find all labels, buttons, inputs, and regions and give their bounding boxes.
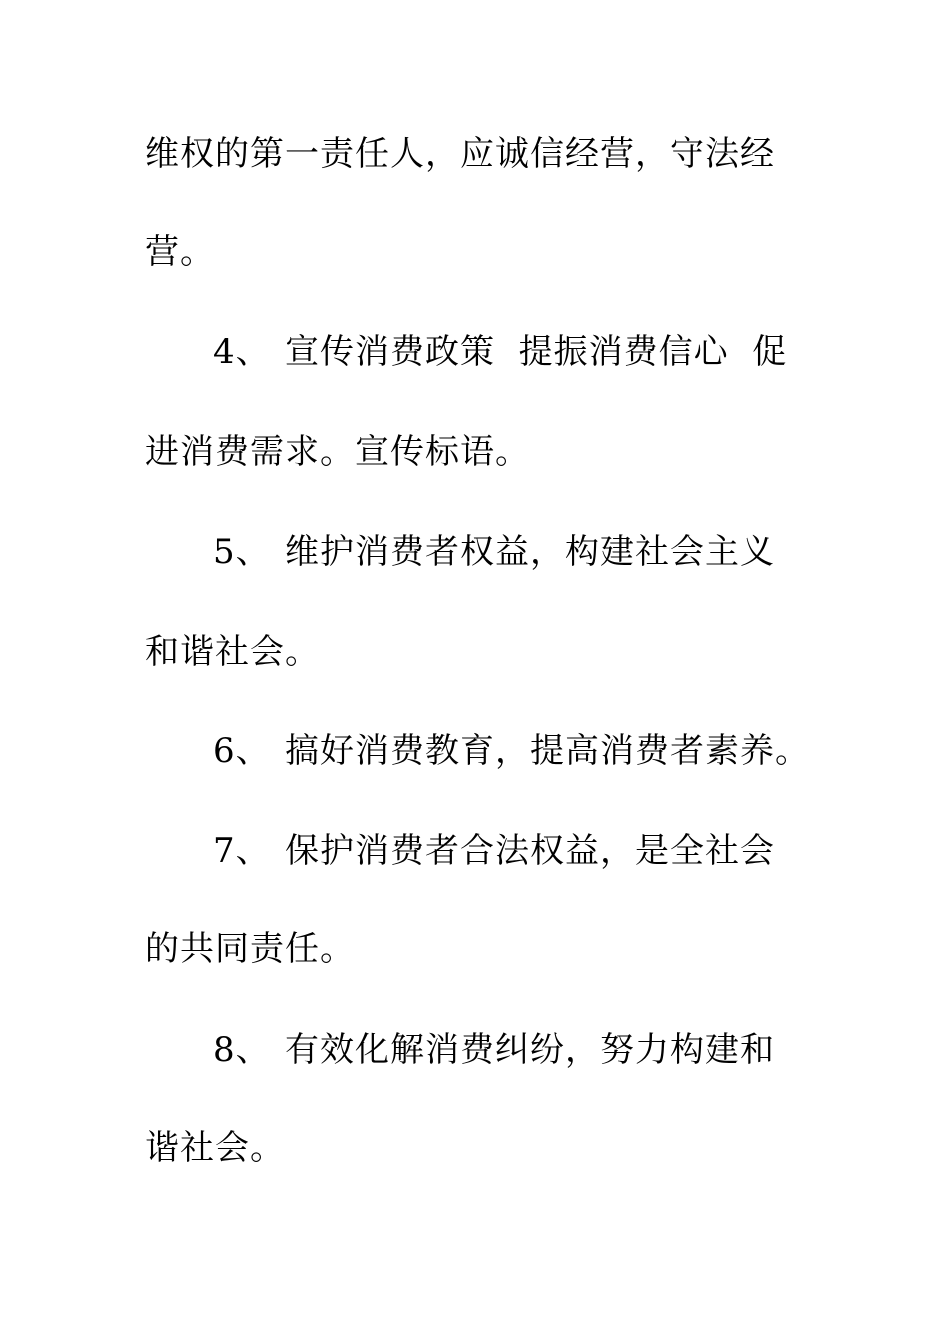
list-item-number: 4、 [213,332,271,372]
list-item [213,332,787,372]
list-item [213,1030,775,1070]
text-line [145,232,215,272]
list-item-number: 8、 [213,1030,271,1070]
line-text: 谐社会。 [145,1128,285,1168]
line-text: 的共同责任。 [145,929,355,969]
line-text: 和谐社会。 [145,632,320,672]
list-item-number: 7、 [213,831,271,871]
list-item-number: 6、 [213,731,271,771]
line-text: 维权的第一责任人，应诚信经营，守法经 [145,134,775,174]
list-item [213,831,775,871]
list-item-text: 宣传消费政策 提振消费信心 促 [285,332,788,372]
list-item-number: 5、 [213,532,271,572]
text-line [145,929,355,969]
text-line [145,1128,285,1168]
text-line [145,632,320,672]
list-item-text: 搞好消费教育，提高消费者素养。 [285,731,810,771]
list-item-text: 维护消费者权益，构建社会主义 [285,532,775,572]
list-item [213,731,810,771]
list-item-text: 有效化解消费纠纷，努力构建和 [285,1030,775,1070]
list-item-text: 保护消费者合法权益，是全社会 [285,831,775,871]
list-item [213,532,775,572]
line-text: 进消费需求。宣传标语。 [145,432,530,472]
line-text: 营。 [145,232,215,272]
text-line [145,432,530,472]
text-line [145,134,775,174]
